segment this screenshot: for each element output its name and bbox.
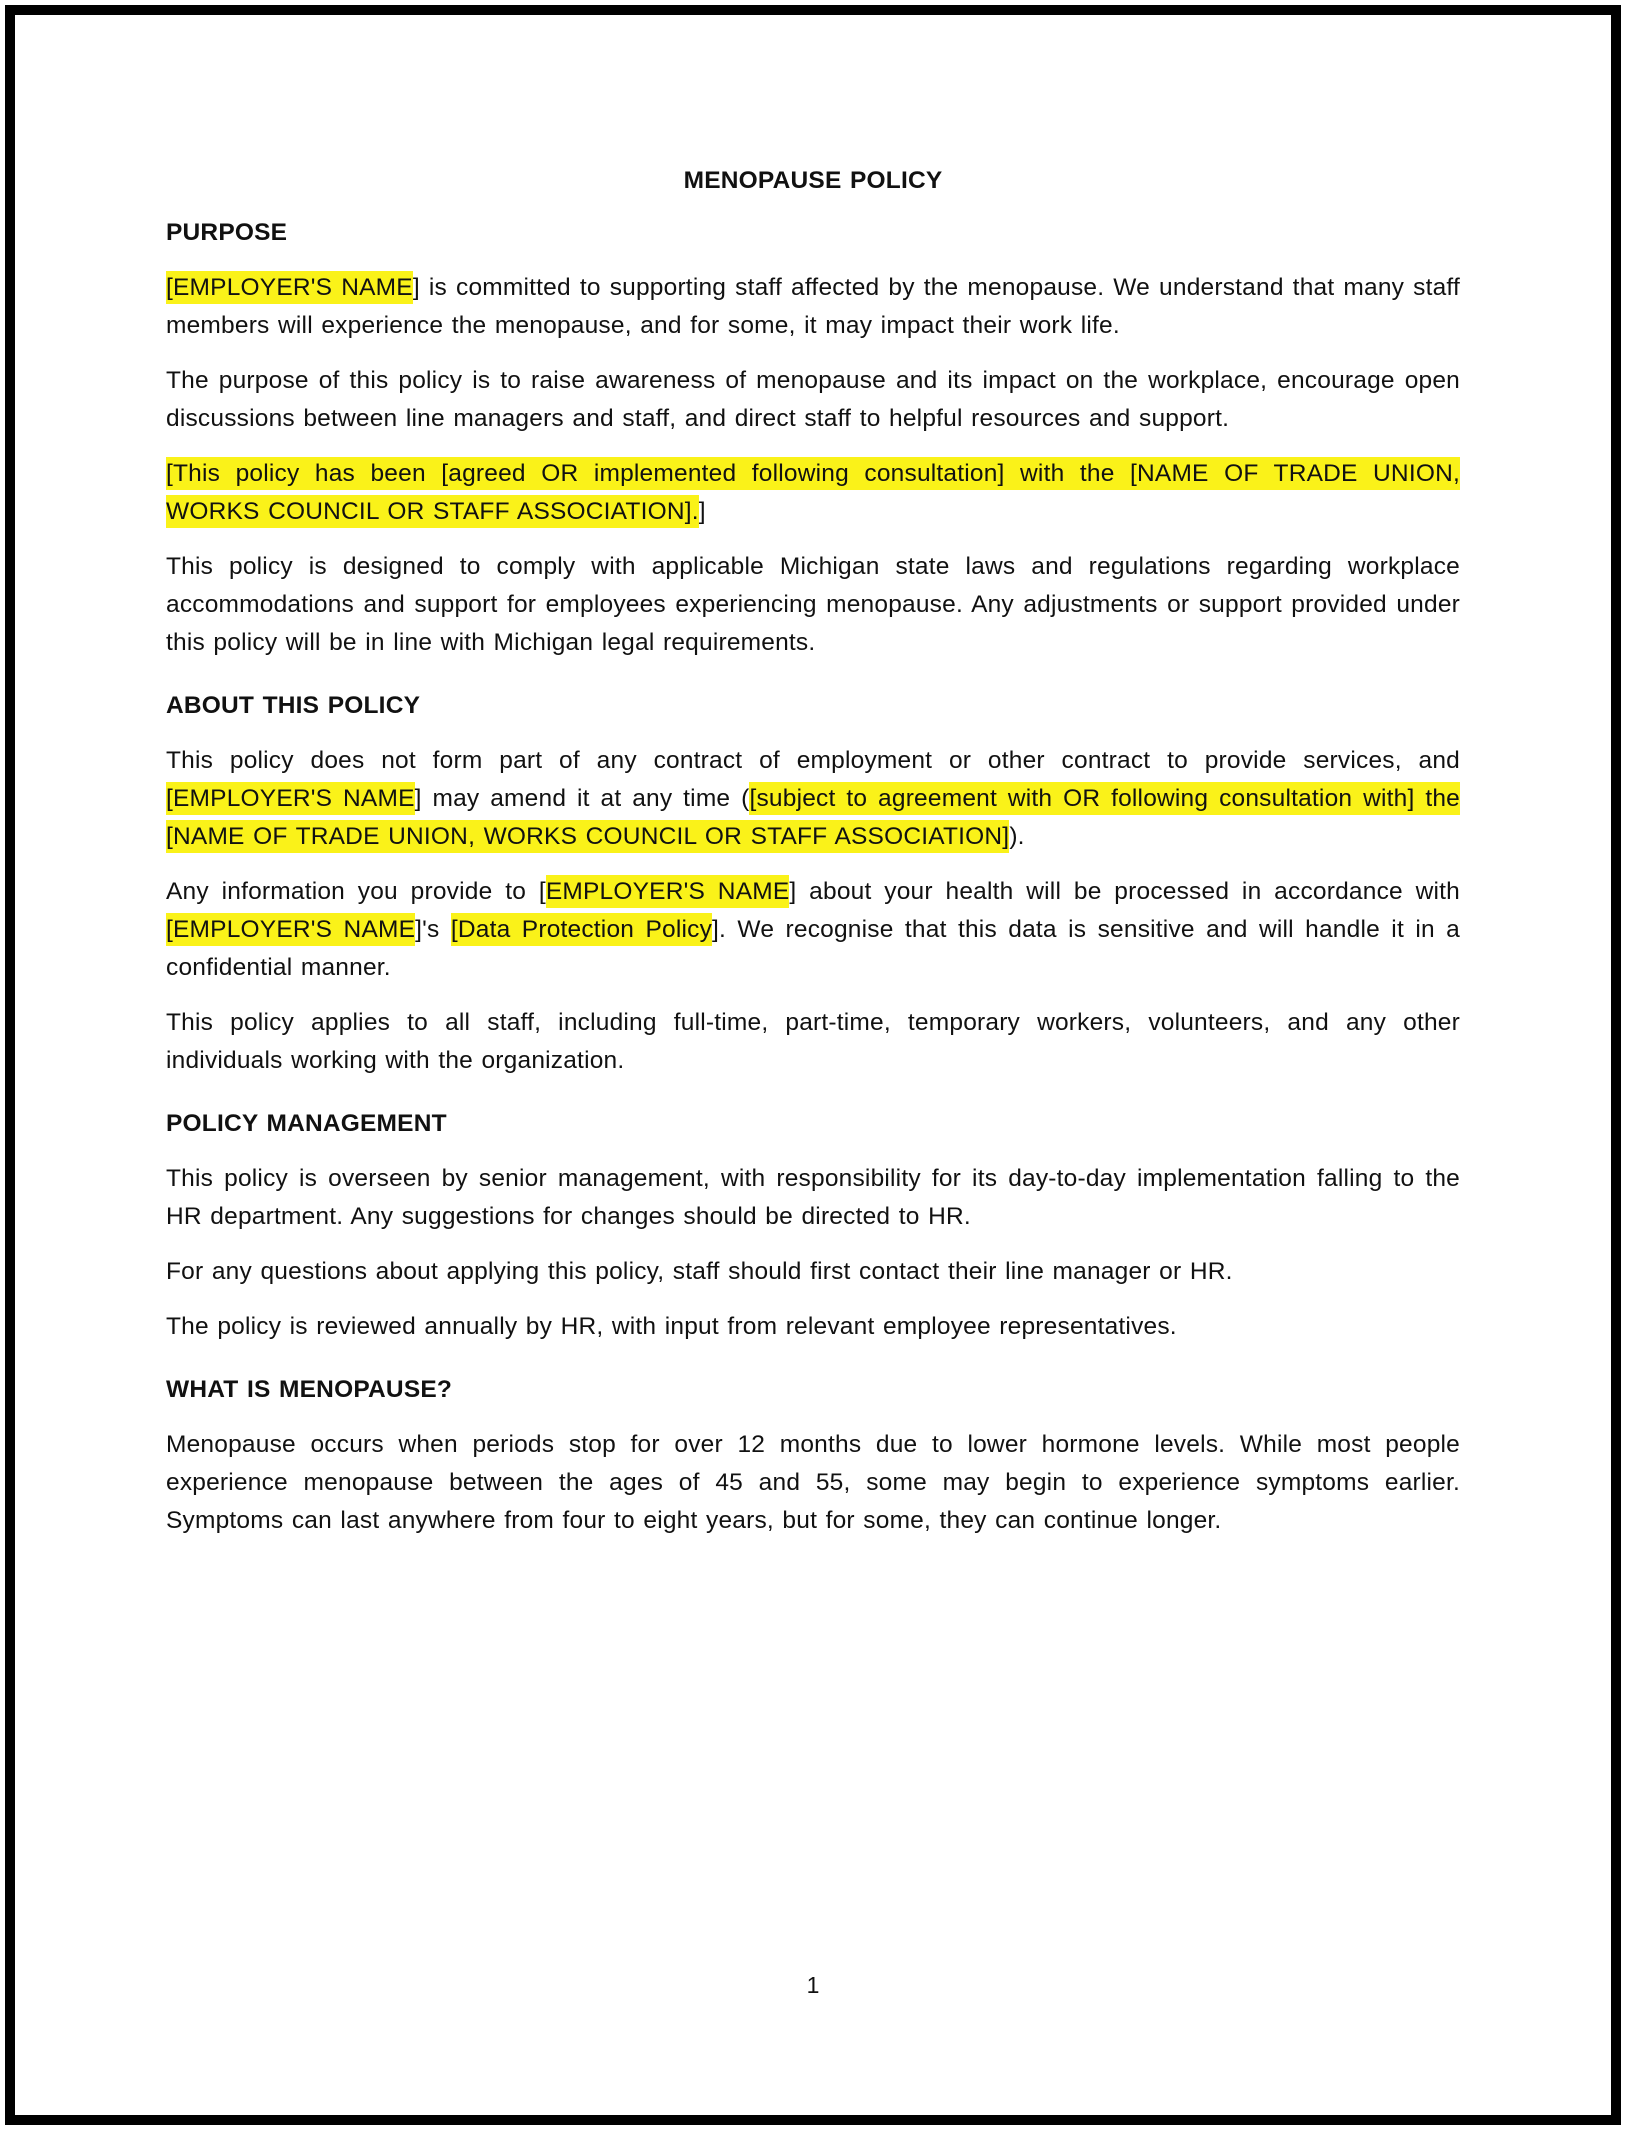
paragraph	[166, 1160, 1460, 1236]
paragraph	[166, 269, 1460, 345]
paragraph	[166, 1004, 1460, 1080]
paragraph	[166, 362, 1460, 438]
section-heading	[166, 1371, 1460, 1409]
text-run: The policy is reviewed annually by HR, with input from relevant employee representatives.	[166, 1313, 1177, 1340]
text-run: This policy is overseen by senior management, with responsibility for its day-to-day implementation falling to the HR department. Any suggestions for changes should be directed to HR.	[166, 1165, 1460, 1230]
highlighted-text: [subject to agreement with OR following consultation with] the [NAME OF TRADE UNION, WORKS COUNCIL OR STAFF ASSOCIATION]	[166, 782, 1460, 853]
paragraph	[166, 873, 1460, 987]
text-run: ABOUT THIS POLICY	[166, 692, 421, 719]
text-run: For any questions about applying this policy, staff should first contact their line manager or HR.	[166, 1258, 1233, 1285]
paragraph	[166, 455, 1460, 531]
paragraph	[166, 1426, 1460, 1540]
text-run: ).	[1009, 823, 1025, 850]
text-run: This policy applies to all staff, including full-time, part-time, temporary workers, volunteers, and any other individuals working with the organization.	[166, 1009, 1460, 1074]
text-run: ]. We recognise that this data is sensitive and will handle it in a confidential manner.	[166, 916, 1460, 981]
document-body	[166, 214, 1460, 1540]
paragraph	[166, 1308, 1460, 1346]
text-run: This policy does not form part of any contract of employment or other contract to provide services, and	[166, 747, 1460, 774]
highlighted-text: [EMPLOYER'S NAME	[166, 782, 415, 815]
text-run: Menopause occurs when periods stop for over 12 months due to lower hormone levels. While most people experience menopause between the ages of 45 and 55, some may begin to experience symptoms earlier. Symptoms can last anywhere from four to eight years, but for some, they can continue longer.	[166, 1431, 1460, 1534]
text-run: WHAT IS MENOPAUSE?	[166, 1376, 453, 1403]
page-number: 1	[806, 1972, 820, 1998]
paragraph	[166, 742, 1460, 856]
text-run: ] may amend it at any time (	[414, 785, 750, 812]
text-run: POLICY MANAGEMENT	[166, 1110, 447, 1137]
document-content	[166, 0, 1460, 1540]
highlighted-text: EMPLOYER'S NAME	[546, 875, 790, 908]
highlighted-text: [EMPLOYER'S NAME	[166, 271, 413, 304]
section-heading	[166, 214, 1460, 252]
section-heading	[166, 687, 1460, 725]
highlighted-text: [Data Protection Policy	[451, 913, 712, 946]
text-run: ] about your health will be processed in accordance with	[789, 878, 1460, 905]
section-heading	[166, 1105, 1460, 1143]
text-run: ]'s	[415, 916, 451, 943]
highlighted-text: [This policy has been [agreed OR implemented following consultation] with the [NAME OF TRADE UNION, WORKS COUNCIL OR STAFF ASSOCIATION].	[166, 457, 1460, 528]
highlighted-text: [EMPLOYER'S NAME	[166, 913, 415, 946]
paragraph	[166, 1253, 1460, 1291]
text-run: This policy is designed to comply with applicable Michigan state laws and regulations regarding workplace accommodations and support for employees experiencing menopause. Any adjustments or support provided under this policy will be in line with Michigan legal requirements.	[166, 553, 1460, 656]
paragraph	[166, 548, 1460, 662]
text-run: Any information you provide to [	[166, 878, 546, 905]
text-run: ]	[698, 498, 706, 525]
document-title: MENOPAUSE POLICY	[683, 167, 943, 194]
text-run: The purpose of this policy is to raise awareness of menopause and its impact on the workplace, encourage open discussions between line managers and staff, and direct staff to helpful resources and support.	[166, 367, 1460, 432]
text-run: PURPOSE	[166, 219, 288, 246]
text-run: ] is committed to supporting staff affected by the menopause. We understand that many staff members will experience the menopause, and for some, it may impact their work life.	[166, 274, 1460, 339]
